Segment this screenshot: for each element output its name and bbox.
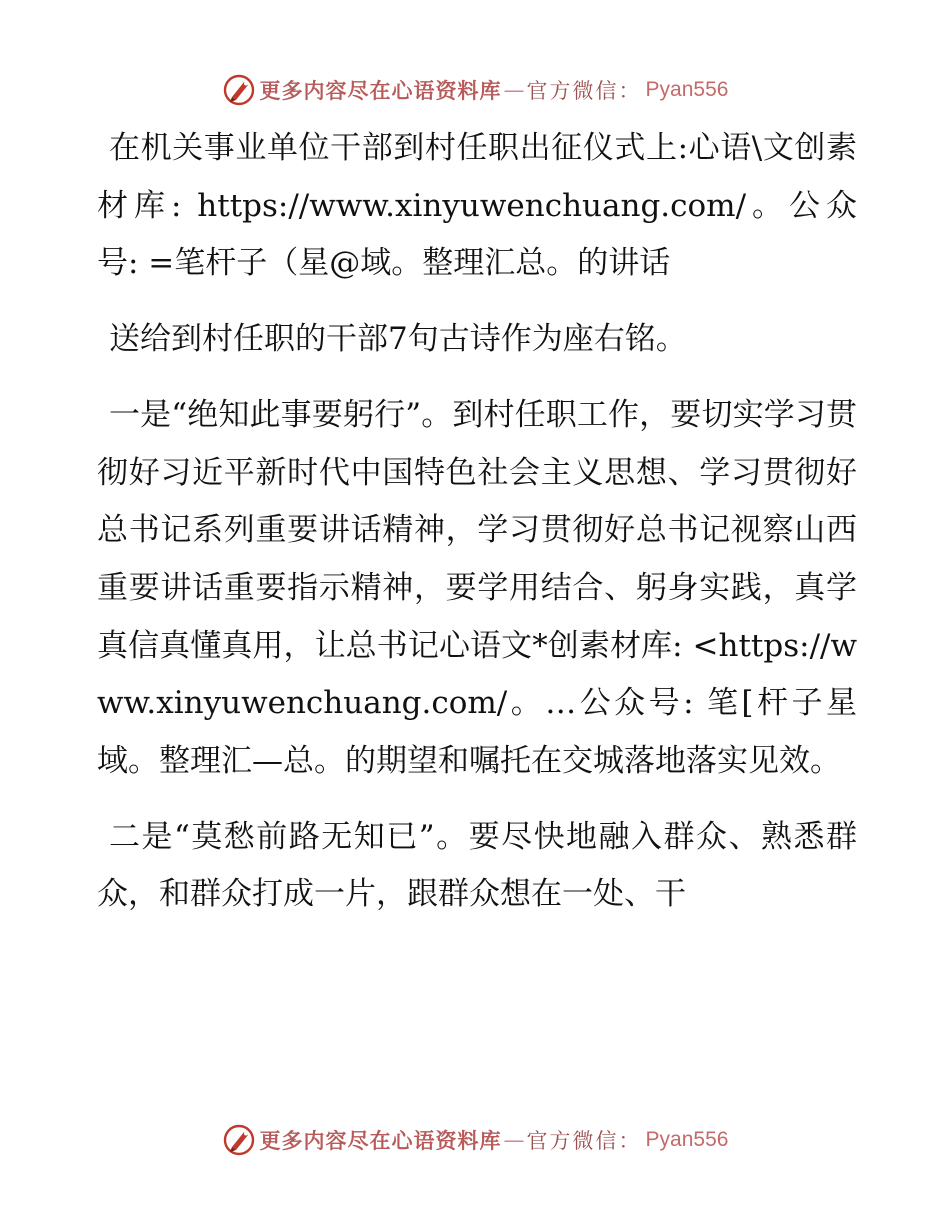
watermark-brand-text: 更多内容尽在心语资料库 [259,1129,502,1153]
watermark-wechat-label: 官方微信： [526,1129,642,1153]
paragraph-gap [97,369,857,387]
pen-logo-icon [222,1123,256,1157]
watermark-separator: — [503,78,525,102]
watermark-wechat-label: 官方微信： [526,79,642,103]
pen-logo-icon [222,73,256,107]
watermark-separator: — [503,1128,525,1152]
paragraph-gap [97,293,857,311]
document-body [97,120,857,924]
watermark-wechat-id: Pyan556 [645,1128,729,1151]
watermark-brand-text: 更多内容尽在心语资料库 [259,79,502,103]
paragraph-point-one: 一是“绝知此事要躬行”。到村任职工作，要切实学习贯彻好习近平新时代中国特色社会主义思想、学习贯彻好总书记系列重要讲话精神，学习贯彻好总书记视察山西重要讲话重要指示精神，要学用结合、躬身实践，真学真信真懂真用，让总书记心语文*创素材库: <https://www.xinyuwenchuang.com/。…公众号: 笔[杆子星域。整理汇—总。的期望和嘱托在交城落地落实见效。 [97,396,857,780]
watermark-banner-top [0,70,950,110]
watermark-banner-bottom [0,1120,950,1160]
paragraph-intro: 在机关事业单位干部到村任职出征仪式上:心语\文创素材库: https://www.xinyuwenchuang.com/。公众号: =笔杆子（星@域。整理汇总。的讲话 [97,130,857,282]
paragraph-motto: 送给到村任职的干部7句古诗作为座右铭。 [109,321,687,358]
paragraph-gap [97,791,857,809]
watermark-wechat-id: Pyan556 [645,78,729,101]
paragraph-point-two: 二是“莫愁前路无知已”。要尽快地融入群众、熟悉群众，和群众打成一片，跟群众想在一处、干 [97,818,857,913]
